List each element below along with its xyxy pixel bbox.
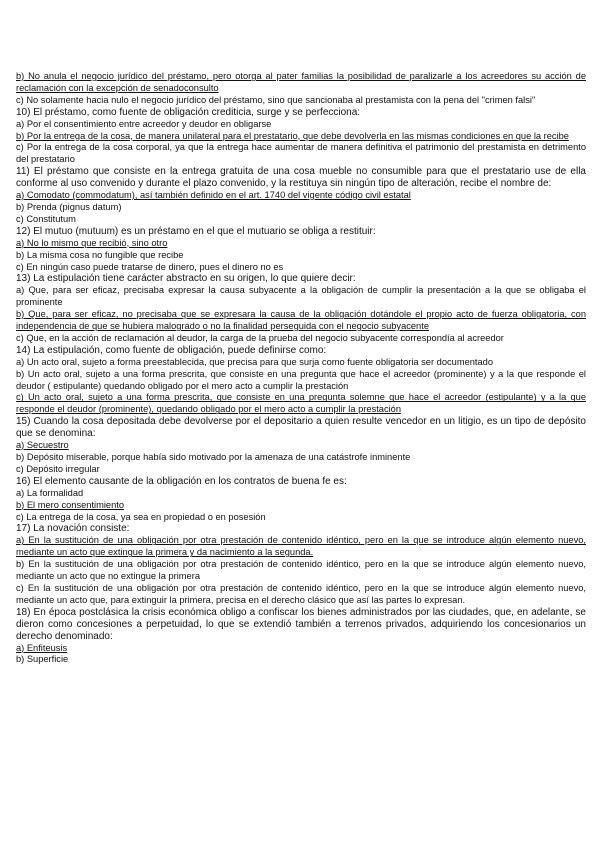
answer-option: a) La formalidad [16,487,84,498]
answer-option: b) En la sustitución de una obligación por otra prestación de contenido idéntico, pero en la que se introduce algún elemento nuevo, mediante un acto que no extingue la primera [16,559,586,582]
answer-option: a) Por el consentimiento entre acreedor y deudor en obligarse [16,118,272,129]
answer-option: c) En ningún caso puede tratarse de dinero, pues el dinero no es [16,261,284,272]
answer-option-correct: b) El mero consentimiento [16,499,124,510]
question-text: 16) El elemento causante de la obligación en los contratos de buena fe es: [16,475,347,487]
question-text: 13) La estipulación tiene carácter abstracto en su origen, lo que quiere decir: [16,273,356,285]
answer-option-correct: a) Secuestro [16,440,69,451]
answer-option: c) Depósito irregular [16,463,100,474]
answer-option-correct: a) En la sustitución de una obligación por otra prestación de contenido idéntico, pero en la que se introduce algún elemento nuevo, mediante un acto que extingue la primera y da nacimiento a la segunda. [16,535,586,558]
answer-option: c) No solamente hacia nulo el negocio jurídico del préstamo, sino que sancionaba al prestamista con la pena del "crimen falsi" [16,94,536,105]
answer-option-correct: a) No lo mismo que recibió, sino otro [16,237,168,248]
question-text: 17) La novación consiste: [16,523,130,535]
answer-option-correct: a) Comodato (commodatum), así también definido en el art. 1740 del vigente código civil estatal [16,190,411,201]
answer-option: b) Un acto oral, sujeto a una forma prescrita, que consiste en una pregunta que hace el acreedor (prominente) y a la que responde el deudor ( estipulante) quedando obligado por el mero acto a cumplir la prestación [16,368,586,391]
answer-option-correct: b) No anula el negocio jurídico del préstamo, pero otorga al pater familias la posibilidad de paralizarle a los acreedores su acción de reclamación con la excepción de senadoconsulto [16,71,586,93]
answer-option-correct: b) Que, para ser eficaz, no precisaba que se expresara la causa de la obligación dotándole el propio acto de fuerza obligatoria, con independencia de que se hubiera malogrado o no la finalidad perseguida con el negocio subyacente [16,309,586,332]
question-text: 12) El mutuo (mutuum) es un préstamo en el que el mutuario se obliga a restituir: [16,225,376,237]
answer-option: b) Superficie [16,654,69,665]
question-text: 15) Cuando la cosa depositada debe devolverse por el depositario a quien resulte vencedor en un litigio, es un tipo de depósito que se denomina: [16,416,586,440]
answer-option-correct: b) Por la entrega de la cosa, de manera unilateral para el prestatario, que debe devolverla en las mismas condiciones en que la recibe [16,130,569,141]
answer-option: c) Por la entrega de la cosa corporal, ya que la entrega hace aumentar de manera definitiva el patrimonio del prestamista en detrimento del prestatario [16,142,586,165]
answer-option: c) Constitutum [16,213,76,224]
answer-option: b) La misma cosa no fungible que recibe [16,249,184,260]
question-text: 18) En época postclásica la crisis económica obligo a confiscar los bienes administrados por las ciudades, que, en adelante, se dieron como concesiones a perpetuidad, lo que se extendió también a terrenos privados, adquiriendo los concesionarios un derecho denominado: [16,606,586,642]
answer-option: c) Que, en la acción de reclamación al deudor, la carga de la prueba del negocio subyacente correspondía al acreedor [16,332,504,343]
answer-option: b) Prenda (pignus datum) [16,201,122,212]
answer-option: a) Que, para ser eficaz, precisaba expresar la causa subyacente a la obligación de cumplir la presentación a la que se obligaba el prominente [16,285,586,308]
answer-option: c) La entrega de la cosa, ya sea en propiedad o en posesión [16,511,266,522]
question-text: 11) El préstamo que consiste en la entrega gratuita de una cosa mueble no consumible para que el prestatario use de ella conforme al uso convenido y durante el plazo convenido, y la restituya sin ningún tipo de alteración, recibe el nombre de: [16,166,586,190]
document-body [16,71,586,666]
question-text: 14) La estipulación, como fuente de obligación, puede definirse como: [16,344,327,356]
answer-option-correct: c) Un acto oral, sujeto a una forma prescrita, que consiste en una pregunta solemne que hace el acreedor (estipulante) y a la que responde el deudor (prominente), quedando obligado por el mero acto a cumplir la prestación [16,392,586,415]
answer-option: a) Un acto oral, sujeto a forma preestablecida, que precisa para que surja como fuente obligatoria ser documentado [16,356,494,367]
answer-option-correct: a) Enfiteusis [16,642,68,653]
question-text: 10) El préstamo, como fuente de obligación crediticia, surge y se perfecciona: [16,106,361,118]
answer-option: b) Depósito miserable, porque había sido motivado por la amenaza de una catástrofe inminente [16,452,411,462]
answer-option: c) En la sustitución de una obligación por otra prestación de contenido idéntico, pero en la que se introduce algún elemento nuevo, mediante un acto que, para extinguir la primera, precisa en el derecho clásico que así las partes lo expresan. [16,582,586,605]
